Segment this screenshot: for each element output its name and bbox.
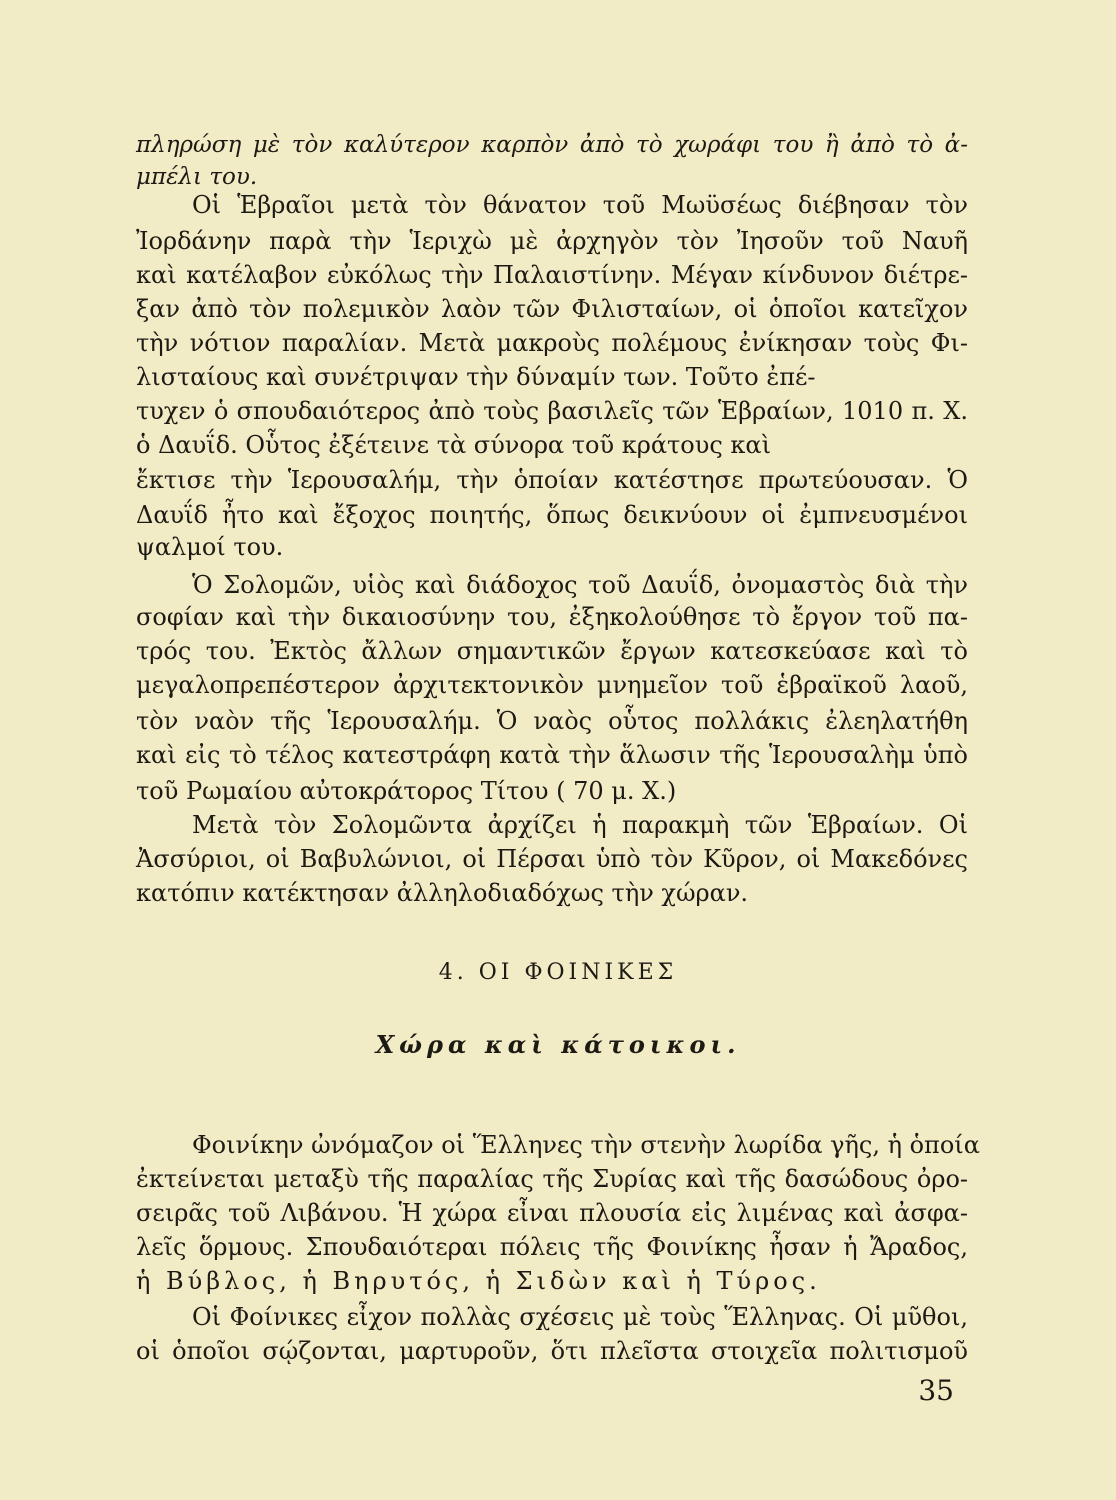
- text-line: τὴν νότιον παραλίαν. Μετὰ μακροὺς πολέμους ἐνίκησαν τοὺς Φι-: [136, 329, 968, 357]
- text-line: Ἀσσύριοι, οἱ Βαβυλώνιοι, οἱ Πέρσαι ὑπὸ τὸν Κῦρον, οἱ Μακεδόνες: [136, 845, 968, 873]
- text-line: ἡ Βύβλος, ἡ Βηρυτός, ἡ Σιδὼν καὶ ἡ Τύρος.: [136, 1267, 821, 1295]
- section-heading: 4. ΟΙ ΦΟΙΝΙΚΕΣ: [438, 960, 678, 985]
- text-line: τυχεν ὁ σπουδαιότερος ἀπὸ τοὺς βασιλεῖς τῶν Ἑβραίων, 1010 π. Χ.: [136, 397, 968, 425]
- text-line: ἐκτείνεται μεταξὺ τῆς παραλίας τῆς Συρίας καὶ τῆς δασώδους ὀρο-: [136, 1165, 968, 1193]
- text-line: καὶ κατέλαβον εὐκόλως τὴν Παλαιστίνην. Μέγαν κίνδυνον διέτρε-: [136, 261, 968, 289]
- text-line: τὸν ναὸν τῆς Ἱερουσαλήμ. Ὁ ναὸς οὗτος πολλάκις ἐλεηλατήθη: [136, 707, 968, 735]
- text-line: Ὁ Σολομῶν, υἱὸς καὶ διάδοχος τοῦ Δαυΐδ, ὀνομαστὸς διὰ τὴν: [192, 571, 968, 599]
- text-line: οἱ ὁποῖοι σῴζονται, μαρτυροῦν, ὅτι πλεῖστα στοιχεῖα πολιτισμοῦ: [136, 1337, 968, 1365]
- text-line: ὁ Δαυΐδ. Οὗτος ἐξέτεινε τὰ σύνορα τοῦ κράτους καὶ: [136, 431, 772, 459]
- text-line: κατόπιν κατέκτησαν ἀλληλοδιαδόχως τὴν χώραν.: [136, 879, 749, 907]
- text-line: μεγαλοπρεπέστερον ἀρχιτεκτονικὸν μνημεῖον τοῦ ἑβραϊκοῦ λαοῦ,: [136, 671, 968, 699]
- text-line: λισταίους καὶ συνέτριψαν τὴν δύναμίν των. Τοῦτο ἐπέ-: [136, 363, 816, 391]
- text-line: σοφίαν καὶ τὴν δικαιοσύνην του, ἐξηκολούθησε τὸ ἔργον τοῦ πα-: [136, 603, 968, 631]
- text-line: Φοινίκην ὠνόμαζον οἱ Ἕλληνες τὴν στενὴν λωρίδα γῆς, ἡ ὁποία: [192, 1131, 980, 1159]
- text-line: τοῦ Ρωμαίου αὐτοκράτορος Τίτου ( 70 μ. Χ.): [136, 777, 677, 805]
- page-number: 35: [918, 1374, 954, 1407]
- text-line: Οἱ Φοίνικες εἶχον πολλὰς σχέσεις μὲ τοὺς Ἕλληνας. Οἱ μῦθοι,: [192, 1303, 968, 1331]
- text-line: πληρώση μὲ τὸν καλύτερον καρπὸν ἀπὸ τὸ χωράφι του ἢ ἀπὸ τὸ ἀ-: [136, 132, 968, 158]
- text-line: Μετὰ τὸν Σολομῶντα ἀρχίζει ἡ παρακμὴ τῶν Ἑβραίων. Οἱ: [192, 811, 968, 839]
- text-line: λεῖς ὅρμους. Σπουδαιότεραι πόλεις τῆς Φοινίκης ἦσαν ἡ Ἄραδος,: [136, 1233, 968, 1261]
- text-line: Ἰορδάνην παρὰ τὴν Ἱεριχὼ μὲ ἀρχηγὸν τὸν Ἰησοῦν τοῦ Ναυῆ: [136, 227, 968, 255]
- text-line: σειρᾶς τοῦ Λιβάνου. Ἡ χώρα εἶναι πλουσία εἰς λιμένας καὶ ἀσφα-: [136, 1199, 968, 1227]
- text-line: ξαν ἀπὸ τὸν πολεμικὸν λαὸν τῶν Φιλισταίων, οἱ ὁποῖοι κατεῖχον: [136, 295, 968, 323]
- text-line: Δαυΐδ ἦτο καὶ ἔξοχος ποιητής, ὅπως δεικνύουν οἱ ἐμπνευσμένοι: [136, 501, 968, 529]
- text-line: καὶ εἰς τὸ τέλος κατεστράφη κατὰ τὴν ἅλωσιν τῆς Ἱερουσαλὴμ ὑπὸ: [136, 741, 968, 769]
- text-line: ἔκτισε τὴν Ἱερουσαλήμ, τὴν ὁποίαν κατέστησε πρωτεύουσαν. Ὁ: [136, 466, 968, 494]
- text-line: Οἱ Ἑβραῖοι μετὰ τὸν θάνατον τοῦ Μωϋσέως διέβησαν τὸν: [192, 191, 968, 219]
- text-line: τρός του. Ἐκτὸς ἄλλων σημαντικῶν ἔργων κατεσκεύασε καὶ τὸ: [136, 637, 968, 665]
- text-line: μπέλι του.: [136, 164, 258, 190]
- section-subheading: Χώρα καὶ κάτοικοι.: [375, 1030, 741, 1059]
- text-line: ψαλμοί του.: [136, 533, 284, 561]
